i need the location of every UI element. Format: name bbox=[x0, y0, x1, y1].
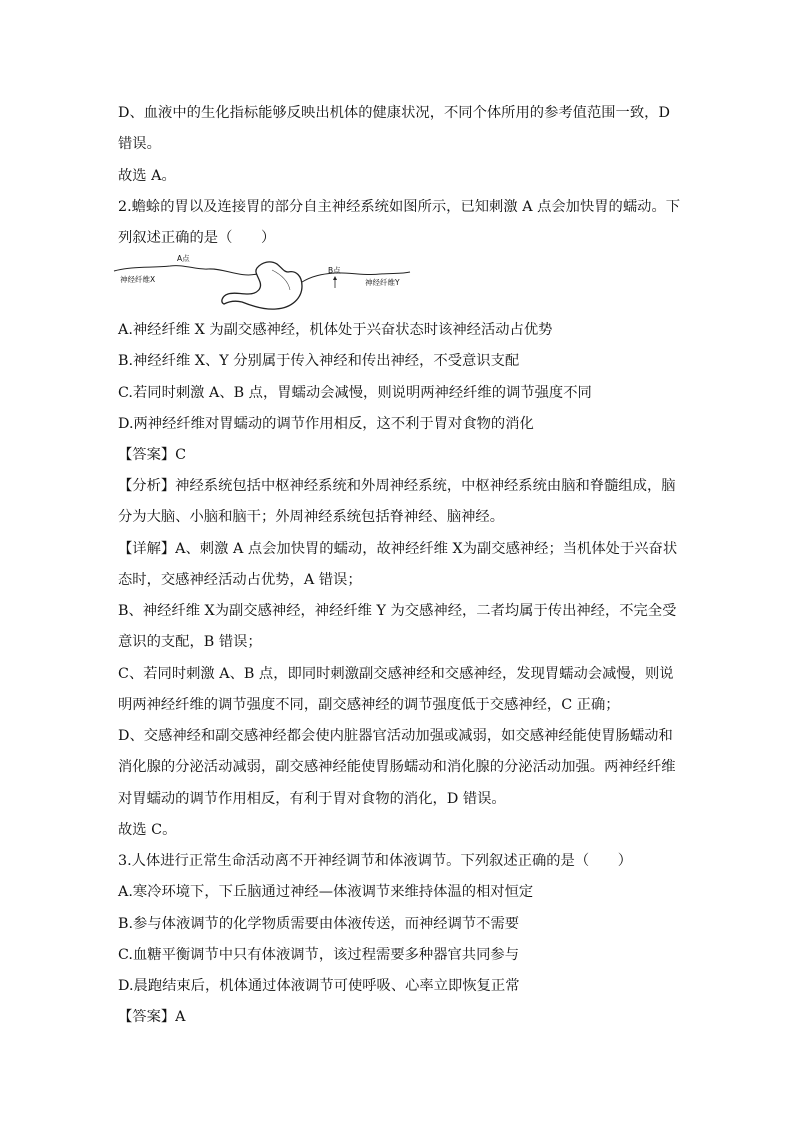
option-c: C.若同时刺激 A、B 点，胃蠕动会减慢，则说明两神经纤维的调节强度不同 bbox=[118, 385, 592, 401]
explanation-line: 态时，交感神经活动占优势，A 错误； bbox=[118, 572, 362, 588]
explanation-line: 明两神经纤维的调节强度不同，副交感神经的调节强度低于交感神经，C 正确； bbox=[118, 697, 620, 713]
point-b-arrowhead bbox=[333, 276, 337, 280]
explanation-line: 对胃蠕动的调节作用相反，有利于胃对食物的消化，D 错误。 bbox=[118, 791, 506, 807]
explanation-line: 消化腺的分泌活动减弱，副交感神经能使胃肠蠕动和消化腺的分泌活动加强。两神经纤维 bbox=[118, 759, 676, 775]
explanation-line: B、神经纤维 X为副交感神经，神经纤维 Y 为交感神经，二者均属于传出神经，不完全受 bbox=[118, 603, 677, 619]
label-fiber-y: 神经纤维Y bbox=[365, 278, 400, 287]
option-c: C.血糖平衡调节中只有体液调节，该过程需要多种器官共同参与 bbox=[118, 947, 519, 963]
label-point-a: A点 bbox=[177, 254, 190, 263]
text-line: 错误。 bbox=[118, 136, 161, 152]
explanation-line: 意识的支配，B 错误； bbox=[118, 634, 262, 650]
answer-line: 【答案】A bbox=[118, 1009, 186, 1025]
option-b: B.参与体液调节的化学物质需要由体液传送，而神经调节不需要 bbox=[118, 916, 520, 932]
option-b: B.神经纤维 X、Y 分别属于传入神经和传出神经，不受意识支配 bbox=[118, 353, 520, 369]
option-d: D.两神经纤维对胃蠕动的调节作用相反，这不利于胃对食物的消化 bbox=[118, 416, 534, 432]
stomach-nerve-figure bbox=[112, 254, 412, 316]
label-point-b: B点 bbox=[328, 266, 341, 275]
label-fiber-x: 神经纤维X bbox=[120, 275, 156, 284]
question-2-stem: 列叙述正确的是（ ） bbox=[118, 230, 276, 246]
text-line: 故选 A。 bbox=[118, 168, 176, 184]
nerve-fiber-x-line bbox=[114, 266, 257, 275]
stomach-shape bbox=[222, 262, 302, 309]
explanation-line: C、若同时刺激 A、B 点，即同时刺激副交感神经和交感神经，发现胃蠕动会减慢，则说 bbox=[118, 666, 674, 682]
analysis-line: 分为大脑、小脑和脑干；外周神经系统包括脊神经、脑神经。 bbox=[118, 509, 505, 525]
analysis-line: 【分析】神经系统包括中枢神经系统和外周神经系统，中枢神经系统由脑和脊髓组成，脑 bbox=[118, 478, 676, 494]
conclusion-line: 故选 C。 bbox=[118, 822, 177, 838]
text-line: D、血液中的生化指标能够反映出机体的健康状况，不同个体所用的参考值范围一致，D bbox=[118, 105, 670, 121]
explanation-line: D、交感神经和副交感神经都会使内脏器官活动加强或减弱，如交感神经能使胃肠蠕动和 bbox=[118, 728, 673, 744]
stomach-nerve-diagram bbox=[112, 254, 412, 316]
option-d: D.晨跑结束后，机体通过体液调节可使呼吸、心率立即恢复正常 bbox=[118, 978, 520, 994]
question-3-stem: 3.人体进行正常生命活动离不开神经调节和体液调节。下列叙述正确的是（ ） bbox=[118, 853, 633, 869]
question-2-stem: 2.蟾蜍的胃以及连接胃的部分自主神经系统如图所示，已知刺激 A 点会加快胃的蠕动。下 bbox=[118, 199, 681, 215]
explanation-line: 【详解】A、刺激 A 点会加快胃的蠕动，故神经纤维 X为副交感神经；当机体处于兴奋状 bbox=[118, 541, 678, 557]
answer-line: 【答案】C bbox=[118, 447, 187, 463]
option-a: A.寒冷环境下，下丘脑通过神经—体液调节来维持体温的相对恒定 bbox=[118, 884, 534, 900]
option-a: A.神经纤维 X 为副交感神经，机体处于兴奋状态时该神经活动占优势 bbox=[118, 322, 553, 338]
